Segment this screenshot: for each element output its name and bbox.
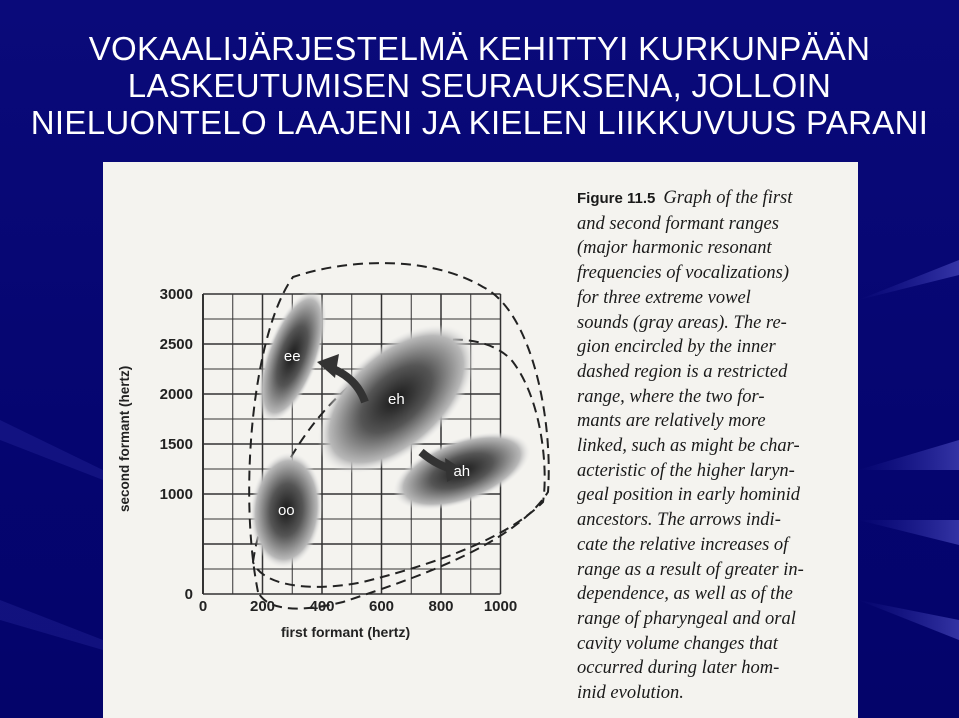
x-tick-label: 200 [249, 598, 276, 615]
x-tick-label: 400 [309, 598, 335, 615]
vowel-label-oo: oo [277, 502, 295, 519]
caption-label: Figure 11.5 [577, 190, 656, 207]
figure-caption [577, 186, 857, 706]
caption-line: sounds (gray areas). The re- [577, 312, 787, 333]
vowel-label-eh: eh [388, 391, 405, 408]
caption-line: range as a result of greater in- [577, 559, 804, 580]
caption-line: acteristic of the higher laryn- [577, 460, 795, 481]
caption-line: occurred during later hom- [577, 658, 780, 679]
x-tick-label: 1000 [483, 598, 518, 615]
x-tick-label: 0 [198, 598, 208, 615]
x-axis-label: first formant (hertz) [281, 624, 411, 640]
caption-line: cavity volume changes that [577, 633, 778, 654]
caption-line: cate the relative increases of [577, 534, 789, 555]
x-tick-label: 800 [428, 598, 454, 615]
caption-line: frequencies of vocalizations) [577, 263, 790, 284]
caption-line: mants are relatively more [577, 411, 766, 432]
y-tick-label: 3000 [159, 286, 193, 303]
caption-line: gion encircled by the inner [577, 337, 776, 358]
vowel-areas [244, 281, 541, 571]
caption-line: dependence, as well as of the [577, 584, 793, 605]
title-line-3: NIELUONTELO LAAJENI JA KIELEN LIIKKUVUUS PARANI [30, 104, 929, 141]
caption-line: dashed region is a restricted [577, 361, 788, 382]
y-tick-label: 0 [184, 586, 193, 603]
y-axis-label: second formant (hertz) [117, 365, 132, 512]
y-tick-label: 1000 [159, 486, 193, 503]
caption-line: geal position in early hominid [577, 485, 801, 506]
slide-title [0, 30, 959, 141]
caption-line: for three extreme vowel [577, 287, 751, 308]
title-line-2: LASKEUTUMISEN SEURAUKSENA, JOLLOIN [127, 67, 832, 104]
y-tick-label: 2500 [159, 336, 193, 353]
caption-line: range, where the two for- [577, 386, 765, 407]
vowel-label-ah: ah [453, 463, 471, 480]
caption-line: inid evolution. [577, 683, 684, 704]
caption-line: (major harmonic resonant [577, 238, 772, 259]
scanned-figure [103, 162, 858, 718]
y-tick-label: 2000 [159, 386, 193, 403]
caption-line: and second formant ranges [577, 213, 779, 234]
x-tick-label: 600 [368, 598, 395, 615]
caption-line: linked, such as might be char- [577, 436, 800, 457]
caption-first-line: Graph of the first [663, 188, 793, 208]
title-line-1: VOKAALIJÄRJESTELMÄ KEHITTYI KURKUNPÄÄN [88, 30, 871, 67]
y-tick-label: 1500 [159, 436, 193, 453]
caption-body [577, 214, 804, 703]
caption-line: ancestors. The arrows indi- [577, 510, 781, 531]
vowel-label-ee: ee [283, 348, 301, 365]
caption-line: range of pharyngeal and oral [577, 608, 796, 629]
